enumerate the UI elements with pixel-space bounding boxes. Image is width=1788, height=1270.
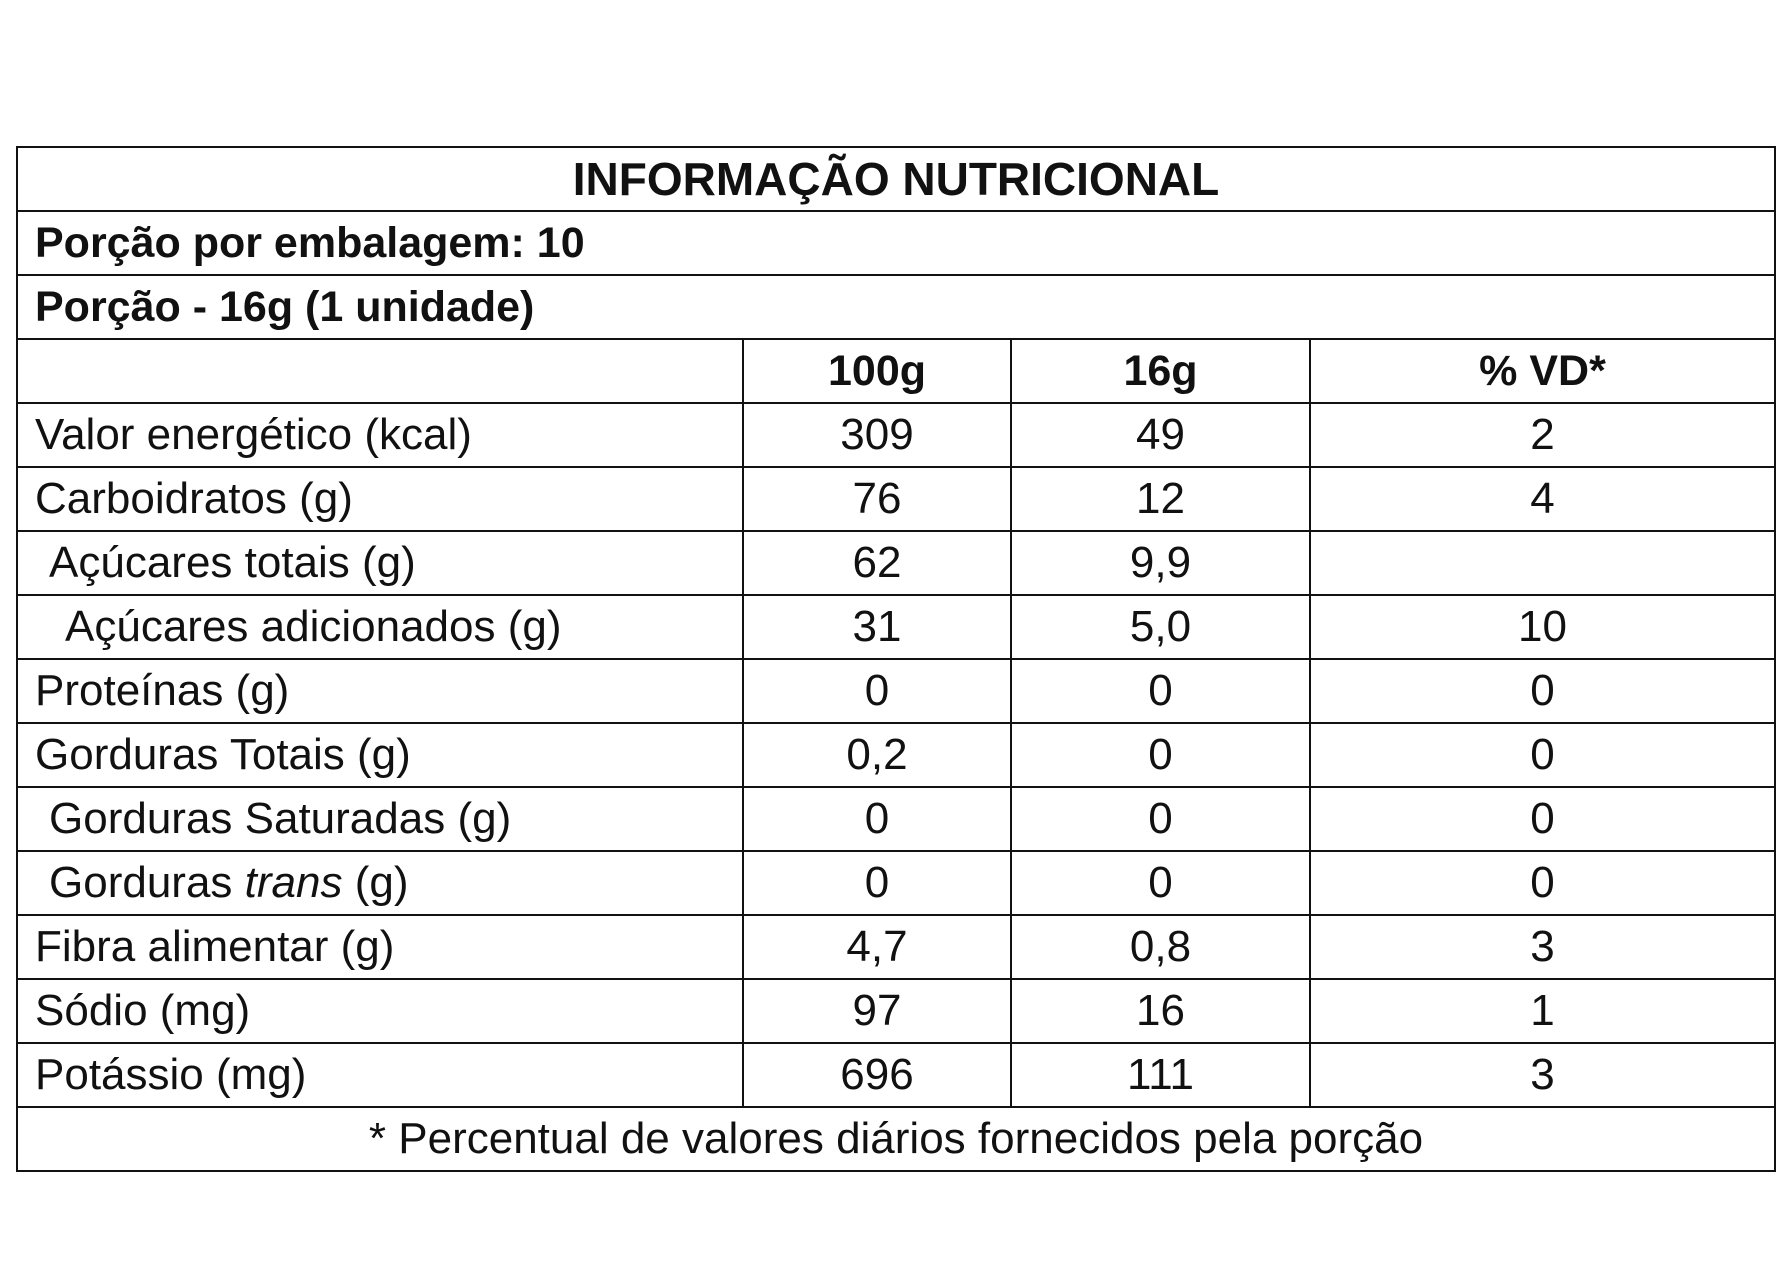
value-per-serving: 111: [1011, 1043, 1310, 1107]
value-per-serving: 0: [1011, 659, 1310, 723]
value-daily-percent: 3: [1310, 1043, 1775, 1107]
table-row: [17, 531, 1775, 595]
table-row: [17, 915, 1775, 979]
value-daily-percent: 3: [1310, 915, 1775, 979]
value-per-100g: 0: [743, 787, 1011, 851]
value-daily-percent: 0: [1310, 851, 1775, 915]
value-per-serving: 0: [1011, 723, 1310, 787]
table-row: [17, 403, 1775, 467]
nutrient-name: [17, 851, 743, 915]
value-per-100g: 31: [743, 595, 1011, 659]
value-per-serving: 5,0: [1011, 595, 1310, 659]
table-row: [17, 979, 1775, 1043]
value-per-serving: 9,9: [1011, 531, 1310, 595]
nutrient-name-prefix: Gorduras: [49, 858, 245, 907]
nutrient-name-suffix: (g): [342, 858, 409, 907]
nutrient-name: Açúcares totais (g): [17, 531, 743, 595]
serving-size: Porção - 16g (1 unidade): [17, 275, 1775, 339]
column-header-per-100g: 100g: [743, 339, 1011, 403]
nutrient-name: Gorduras Totais (g): [17, 723, 743, 787]
value-daily-percent: [1310, 531, 1775, 595]
table-title: INFORMAÇÃO NUTRICIONAL: [17, 147, 1775, 211]
value-per-100g: 0: [743, 851, 1011, 915]
value-daily-percent: 0: [1310, 659, 1775, 723]
servings-per-package-row: [17, 211, 1775, 275]
nutrient-name: Valor energético (kcal): [17, 403, 743, 467]
nutrient-name: Fibra alimentar (g): [17, 915, 743, 979]
table-row: [17, 595, 1775, 659]
nutrient-name: Gorduras Saturadas (g): [17, 787, 743, 851]
value-per-100g: 76: [743, 467, 1011, 531]
column-header-daily-value: % VD*: [1310, 339, 1775, 403]
value-per-serving: 0,8: [1011, 915, 1310, 979]
footnote: * Percentual de valores diários fornecidos pela porção: [17, 1107, 1775, 1171]
table-row: [17, 723, 1775, 787]
column-header-row: [17, 339, 1775, 403]
value-per-100g: 309: [743, 403, 1011, 467]
nutrient-name: Sódio (mg): [17, 979, 743, 1043]
value-per-100g: 0,2: [743, 723, 1011, 787]
nutrient-name-italic: trans: [244, 858, 343, 907]
value-daily-percent: 1: [1310, 979, 1775, 1043]
value-per-100g: 4,7: [743, 915, 1011, 979]
table-row: [17, 787, 1775, 851]
value-per-serving: 12: [1011, 467, 1310, 531]
table-row: [17, 659, 1775, 723]
footnote-row: [17, 1107, 1775, 1171]
servings-per-package: Porção por embalagem: 10: [17, 211, 1775, 275]
value-per-100g: 0: [743, 659, 1011, 723]
value-per-100g: 97: [743, 979, 1011, 1043]
column-header-blank: [17, 339, 743, 403]
title-row: [17, 147, 1775, 211]
table-row: [17, 467, 1775, 531]
value-daily-percent: 2: [1310, 403, 1775, 467]
value-per-serving: 0: [1011, 851, 1310, 915]
value-per-serving: 0: [1011, 787, 1310, 851]
value-per-100g: 62: [743, 531, 1011, 595]
nutrition-facts-table: [16, 146, 1776, 1172]
value-daily-percent: 0: [1310, 723, 1775, 787]
table-row: [17, 851, 1775, 915]
nutrient-name: Proteínas (g): [17, 659, 743, 723]
value-daily-percent: 0: [1310, 787, 1775, 851]
nutrient-name: Açúcares adicionados (g): [17, 595, 743, 659]
value-per-serving: 16: [1011, 979, 1310, 1043]
value-per-serving: 49: [1011, 403, 1310, 467]
serving-size-row: [17, 275, 1775, 339]
table-row: [17, 1043, 1775, 1107]
value-per-100g: 696: [743, 1043, 1011, 1107]
nutrient-name: Carboidratos (g): [17, 467, 743, 531]
column-header-per-serving: 16g: [1011, 339, 1310, 403]
value-daily-percent: 4: [1310, 467, 1775, 531]
nutrient-name: Potássio (mg): [17, 1043, 743, 1107]
value-daily-percent: 10: [1310, 595, 1775, 659]
